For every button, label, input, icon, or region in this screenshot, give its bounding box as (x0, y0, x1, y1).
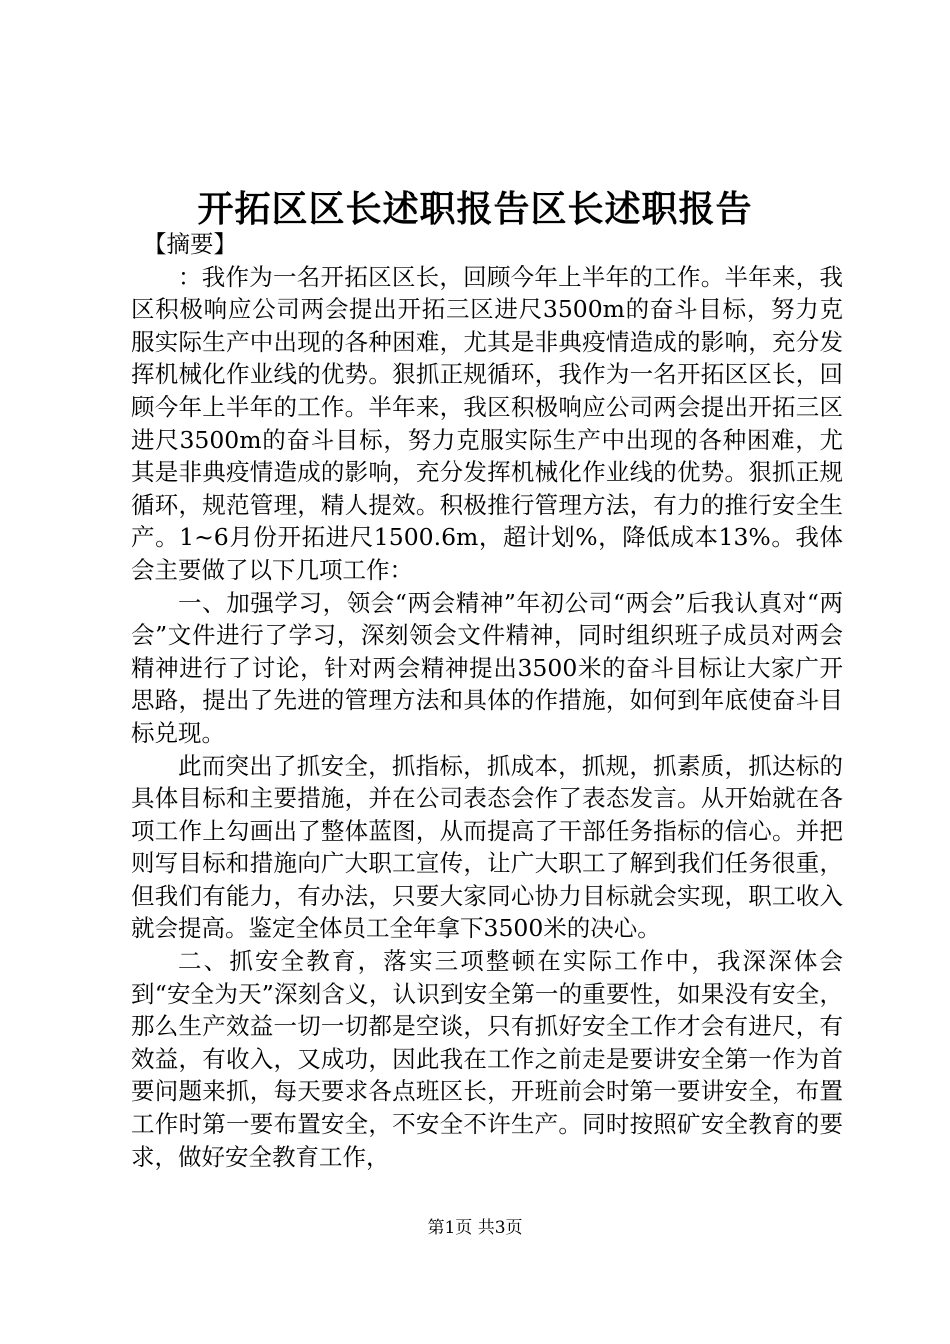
paragraph-section-2: 二、抓安全教育，落实三项整顿在实际工作中，我深深体会到“安全为天”深刻含义，认识到安全第一的重要性，如果没有安全，那么生产效益一切一切都是空谈，只有抓好安全工作才会有进尺，有效益，有收入，又成功，因此我在工作之前走是要讲安全第一作为首要问题来抓，每天要求各点班区长，开班前会时第一要讲安全，布置工作时第一要布置安全，不安全不许生产。同时按照矿安全教育的要求，做好安全教育工作， (131, 947, 843, 1171)
paragraph-section-1-cont: 此而突出了抓安全，抓指标，抓成本，抓规，抓素质，抓达标的具体目标和主要措施，并在公司表态会作了表态发言。从开始就在各项工作上勾画出了整体蓝图，从而提高了干部任务指标的信心。并把则写目标和措施向广大职工宣传，让广大职工了解到我们任务很重，但我们有能力，有办法，只要大家同心协力目标就会实现，职工收入就会提高。鉴定全体员工全年拿下3500米的决心。 (131, 751, 843, 943)
document-body (131, 228, 843, 1173)
paragraph-abstract: ：我作为一名开拓区区长，回顾今年上半年的工作。半年来，我区积极响应公司两会提出开拓三区进尺3500m的奋斗目标，努力克服实际生产中出现的各种困难，尤其是非典疫情造成的影响，充分发挥机械化作业线的优势。狠抓正规循环，我作为一名开拓区区长，回顾今年上半年的工作。半年来，我区积极响应公司两会提出开拓三区进尺3500m的奋斗目标，努力克服实际生产中出现的各种困难，尤其是非典疫情造成的影响，充分发挥机械化作业线的优势。狠抓正规循环，规范管理，精人提效。积极推行管理方法，有力的推行安全生产。1~6月份开拓进尺1500.6m，超计划%，降低成本13%。我体会主要做了以下几项工作： (131, 262, 843, 584)
paragraph-section-1: 一、加强学习，领会“两会精神”年初公司“两会”后我认真对“两会”文件进行了学习，深刻领会文件精神，同时组织班子成员对两会精神进行了讨论，针对两会精神提出3500米的奋斗目标让大家广开思路，提出了先进的管理方法和具体的作措施，如何到年底使奋斗目标兑现。 (131, 588, 843, 747)
page-footer: 第1页 共3页 (427, 1218, 523, 1238)
abstract-label: 【摘要】 (143, 230, 237, 258)
document-title: 开拓区区长述职报告区长述职报告 (197, 188, 753, 230)
